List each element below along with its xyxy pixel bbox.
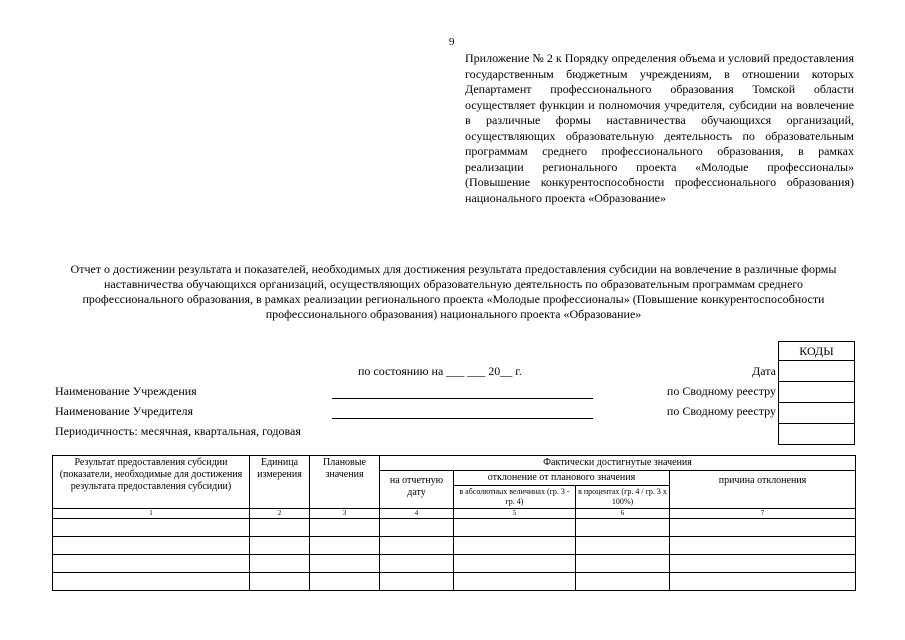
- table-cell[interactable]: [380, 537, 454, 555]
- table-cell[interactable]: [576, 573, 670, 591]
- table-cell[interactable]: [250, 555, 310, 573]
- appendix-note: Приложение № 2 к Порядку определения объема и условий предоставления государственным бюджетным учреждениям, в отношении которых Департамент профессионального образования Томской области осуществляет функции и полномочия учредителя, субсидии на вовлечение в различные формы наставничества обучающихся организаций, осуществляющих образовательную деятельность по образовательным программам среднего профессионального образования, в рамках реализации регионального проекта «Молодые профессионалы» (Повышение конкурентоспособности профессионального образования) национального проекта «Образование»: [465, 51, 854, 205]
- table-cell[interactable]: [53, 537, 250, 555]
- as-of-date: по состоянию на ___ ___ 20__ г.: [358, 364, 522, 378]
- table-cell[interactable]: [53, 555, 250, 573]
- table-cell[interactable]: [380, 519, 454, 537]
- table-cell[interactable]: [670, 537, 856, 555]
- table-cell[interactable]: [670, 555, 856, 573]
- table-cell[interactable]: [454, 555, 576, 573]
- table-cell[interactable]: [576, 555, 670, 573]
- col-planned-header: Плановые значения: [310, 456, 380, 509]
- table-cell[interactable]: [53, 573, 250, 591]
- results-table: [52, 455, 856, 591]
- table-cell[interactable]: [576, 537, 670, 555]
- col-deviation-header: отклонение от планового значения: [454, 471, 670, 486]
- report-title: Отчет о достижении результата и показателей, необходимых для достижения результата предоставления субсидии на вовлечение в различные формы наставничества обучающихся организаций, осуществляющих образовательную деятельность по образовательным программам среднего профессионального образования, в рамках реализации регионального проекта «Молодые профессионалы» (Повышение конкурентоспособности профессионального образования) национального проекта «Образование»: [70, 262, 837, 321]
- codes-table: [778, 341, 855, 445]
- table-cell[interactable]: [53, 519, 250, 537]
- institution-input-line[interactable]: [332, 398, 593, 399]
- table-cell[interactable]: [310, 537, 380, 555]
- col-number-5: 5: [454, 509, 576, 519]
- table-cell[interactable]: [380, 555, 454, 573]
- col-actual-header: Фактически достигнутые значения: [380, 456, 856, 471]
- col-result-header: Результат предоставления субсидии (показатели, необходимые для достижения результата предоставления субсидии): [53, 456, 250, 509]
- registry-label-2: по Сводному реестру: [666, 404, 776, 418]
- col-number-6: 6: [576, 509, 670, 519]
- table-cell[interactable]: [576, 519, 670, 537]
- table-cell[interactable]: [454, 537, 576, 555]
- table-cell[interactable]: [380, 573, 454, 591]
- date-label: Дата: [752, 364, 776, 378]
- col-number-4: 4: [380, 509, 454, 519]
- table-row: [53, 537, 856, 555]
- col-abs-header: в абсолютных величинах (гр. 3 - гр. 4): [454, 486, 576, 509]
- table-row: [53, 573, 856, 591]
- table-cell[interactable]: [670, 573, 856, 591]
- codes-header: КОДЫ: [779, 342, 855, 361]
- periodicity-label: Периодичность: месячная, квартальная, годовая: [55, 424, 301, 438]
- table-cell[interactable]: [250, 537, 310, 555]
- table-row: [53, 519, 856, 537]
- col-pct-header: в процентах (гр. 4 / гр. 3 x 100%): [576, 486, 670, 509]
- founder-input-line[interactable]: [332, 418, 593, 419]
- col-number-2: 2: [250, 509, 310, 519]
- table-cell[interactable]: [454, 573, 576, 591]
- code-cell-registry-2[interactable]: [779, 403, 855, 424]
- table-cell[interactable]: [310, 573, 380, 591]
- code-cell-periodicity[interactable]: [779, 424, 855, 445]
- table-cell[interactable]: [310, 555, 380, 573]
- code-cell-date[interactable]: [779, 361, 855, 382]
- table-cell[interactable]: [454, 519, 576, 537]
- table-cell[interactable]: [250, 573, 310, 591]
- col-number-1: 1: [53, 509, 250, 519]
- registry-label-1: по Сводному реестру: [666, 384, 776, 398]
- table-cell[interactable]: [310, 519, 380, 537]
- page-number: 9: [449, 36, 455, 48]
- founder-label: Наименование Учредителя: [55, 404, 194, 418]
- table-cell[interactable]: [250, 519, 310, 537]
- table-cell[interactable]: [670, 519, 856, 537]
- col-number-3: 3: [310, 509, 380, 519]
- col-number-7: 7: [670, 509, 856, 519]
- table-row: [53, 555, 856, 573]
- col-reporting-date-header: на отчетную дату: [380, 471, 454, 509]
- code-cell-registry-1[interactable]: [779, 382, 855, 403]
- institution-label: Наименование Учреждения: [55, 384, 197, 398]
- col-unit-header: Единица измерения: [250, 456, 310, 509]
- col-reason-header: причина отклонения: [670, 471, 856, 509]
